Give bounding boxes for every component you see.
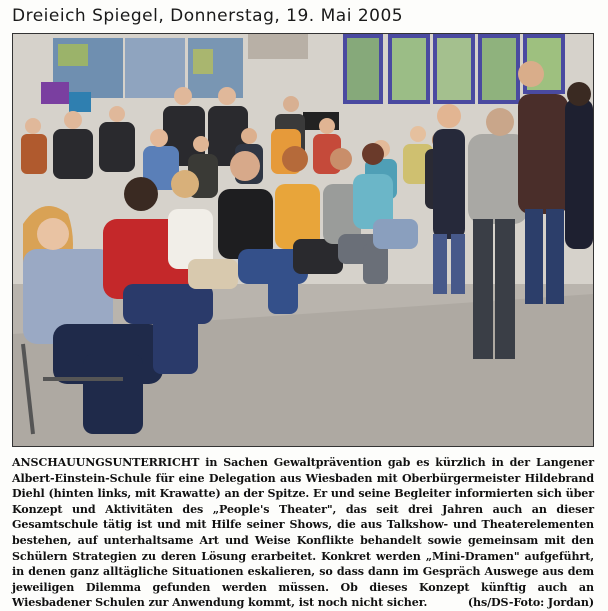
photo-caption <box>12 455 594 611</box>
news-photo <box>12 33 594 447</box>
newspaper-masthead: Dreieich Spiegel, Donnerstag, 19. Mai 2005 <box>12 6 404 26</box>
caption-body: in Sachen Gewaltprävention gab es kürzlich in der Langener Albert-Einstein-Schule für eine Delegation aus Wiesbaden mit Oberbürgermeister Hildebrand Diehl (hinten links, mit Krawatte) an der Spitze. Er und seine Begleiter informierten sich über Konzept und Aktivitäten des „People's Theater", das seit drei Jahren auch an dieser Gesamtschule tätig ist und mit Hilfe seiner Shows, die aus Talkshow- und Theaterelementen bestehen, auf unterhaltsame Art und Weise Konflikte behandelt sowie gemeinsam mit den Schülern Strategien zu deren Lösung erarbeitet. Konkret werden „Mini-Dramen" aufgeführt, in denen ganz alltägliche Situationen eskalieren, so dass dann im Gespräch Auswege aus dem jeweiligen Dilemma gefunden werden müssen. Ob dieses Konzept künftig auch an Wiesbadener Schulen zur Anwendung kommt, ist noch nicht sicher. <box>12 456 594 610</box>
classroom-scene <box>13 34 593 446</box>
photo-credit: (hs/DS-Foto: Jordan) <box>467 596 594 610</box>
caption-lead: ANSCHAUUNGSUNTERRICHT <box>12 456 200 469</box>
